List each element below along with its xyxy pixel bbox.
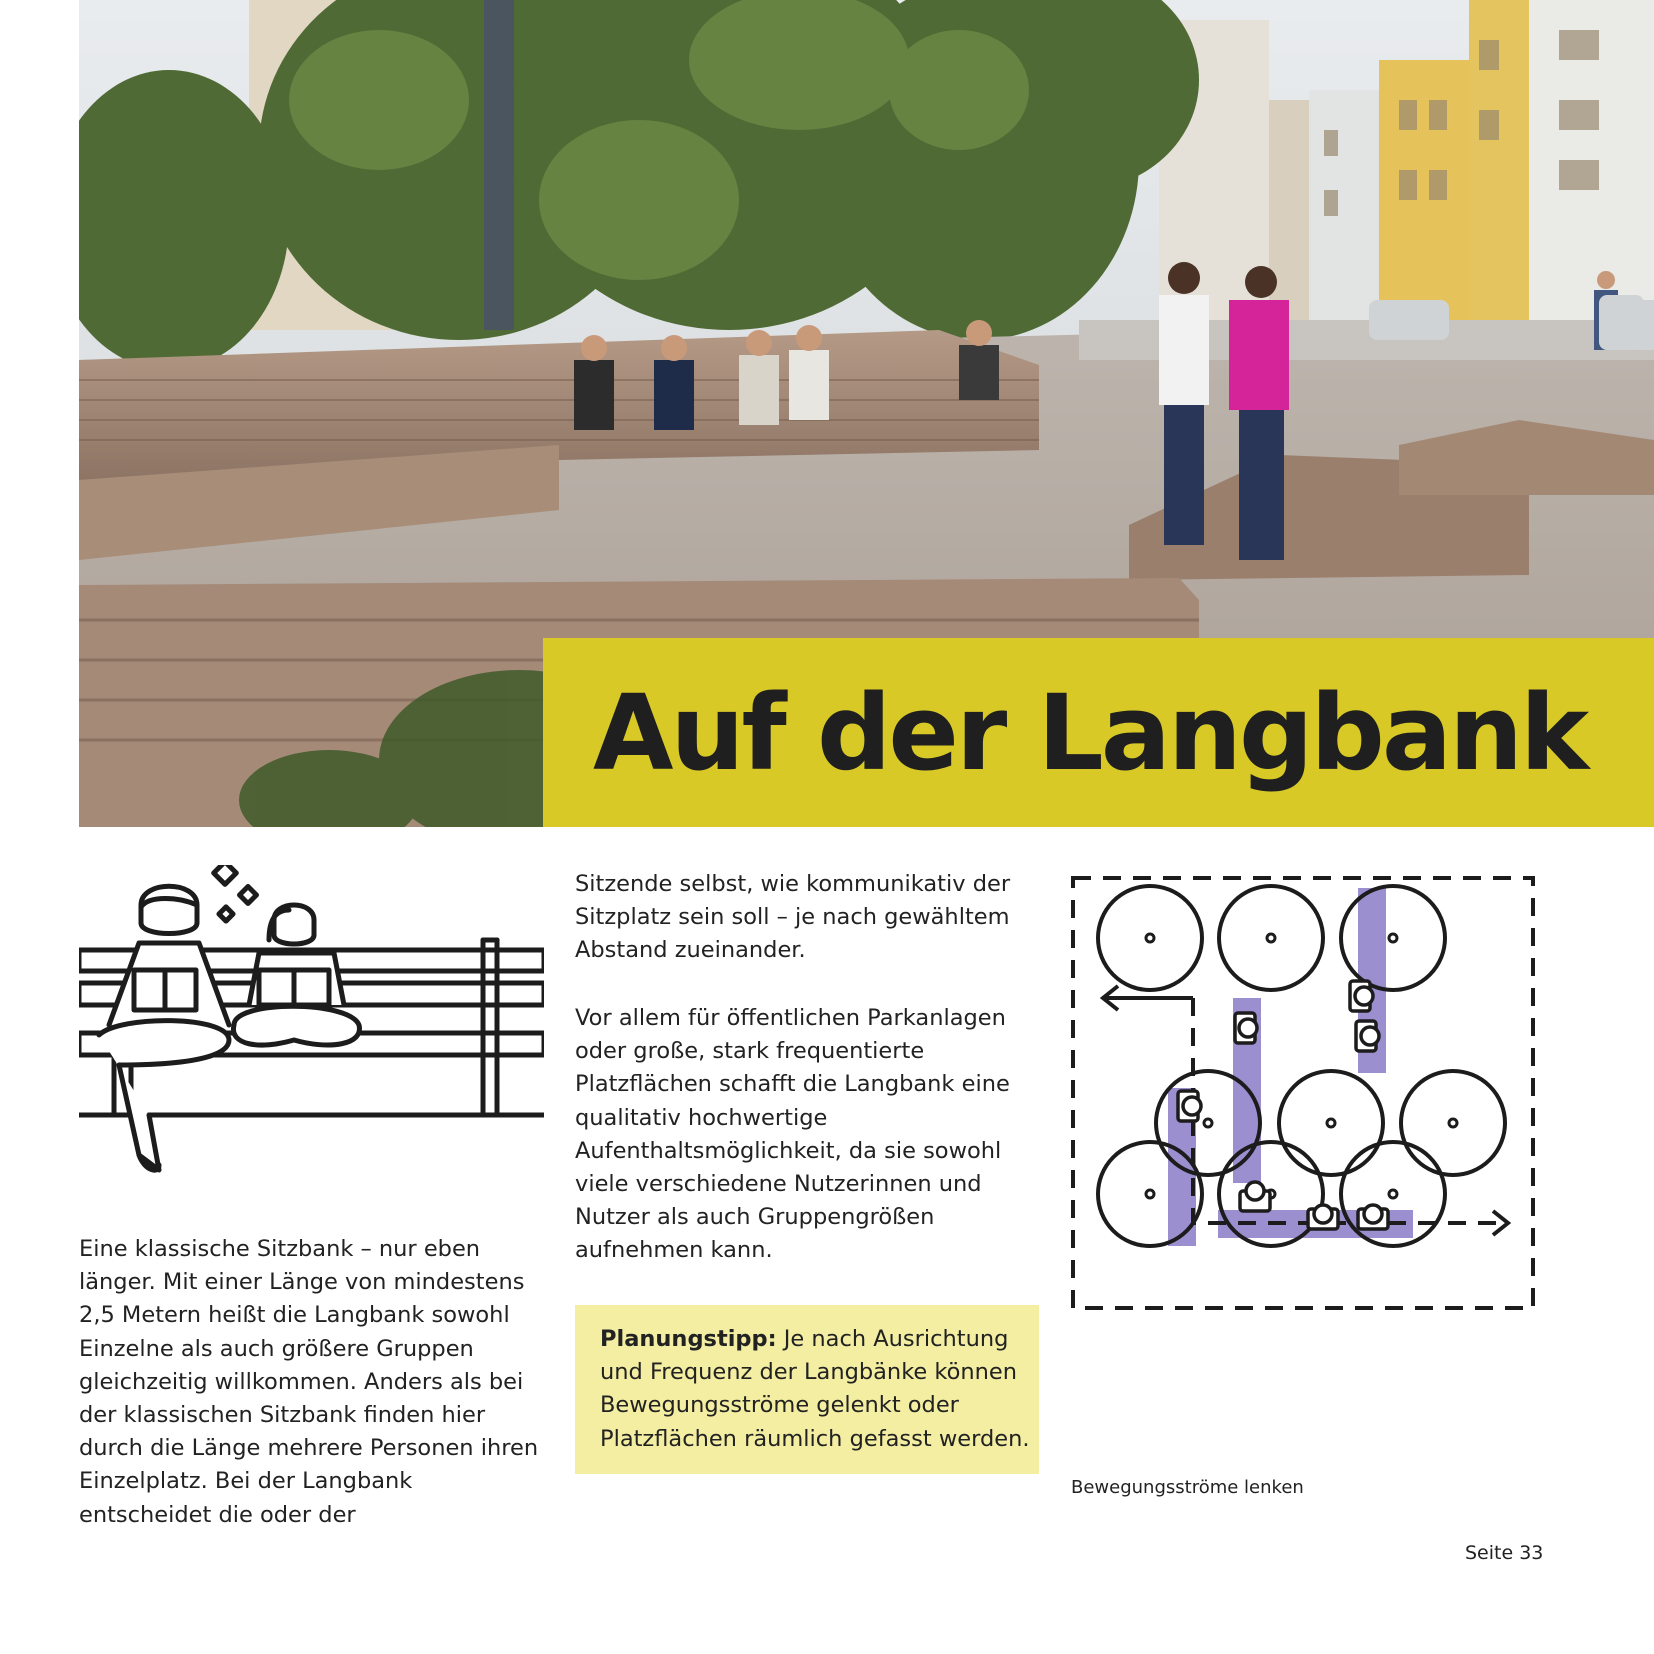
- body-text-column-2-paragraph-1: Sitzende selbst, wie kommunikativ der Sitzplatz sein soll – je nach gewähltem Abstand zueinander.: [575, 871, 1011, 964]
- person-icon: [1350, 981, 1373, 1011]
- bench-strips: [1168, 888, 1413, 1246]
- planning-tip-body: Je nach Ausrichtung und Frequenz der Langbänke können Bewegungsströme gelenkt oder Platzflächen räumlich gefasst werden.: [600, 1326, 1030, 1452]
- planning-tip-box: [575, 1305, 1039, 1474]
- movement-flow-diagram: [1068, 873, 1538, 1313]
- planning-tip-label: Planungstipp:: [600, 1326, 777, 1352]
- page-number: Seite 33: [1465, 1542, 1544, 1564]
- title-banner: [543, 638, 1654, 827]
- body-text-column-2-paragraph-2: Vor allem für öffentlichen Parkanlagen oder große, stark frequentierte Platzflächen schafft die Langbank eine qualitativ hochwertige Aufenthaltsmöglichkeit, da sie sowohl viele verschiedene Nutzerinnen und Nutzer als auch Gruppengrößen aufnehmen kann.: [575, 1005, 1010, 1264]
- planning-tip-text: [600, 1323, 1030, 1456]
- page-title: Auf der Langbank: [593, 672, 1587, 794]
- bench-illustration: [79, 865, 544, 1220]
- diagram-caption: Bewegungsströme lenken: [1071, 1477, 1304, 1498]
- sparkle-icon: [214, 865, 237, 884]
- body-text-column-1: Eine klassische Sitzbank – nur eben länger. Mit einer Länge von mindestens 2,5 Metern heißt die Langbank sowohl Einzelne als auch größere Gruppen gleichzeitig willkommen. Anders als bei der klassischen Sitzbank finden hier durch die Länge mehrere Personen ihren Einzelplatz. Bei der Langbank entscheidet die oder der: [79, 1236, 539, 1528]
